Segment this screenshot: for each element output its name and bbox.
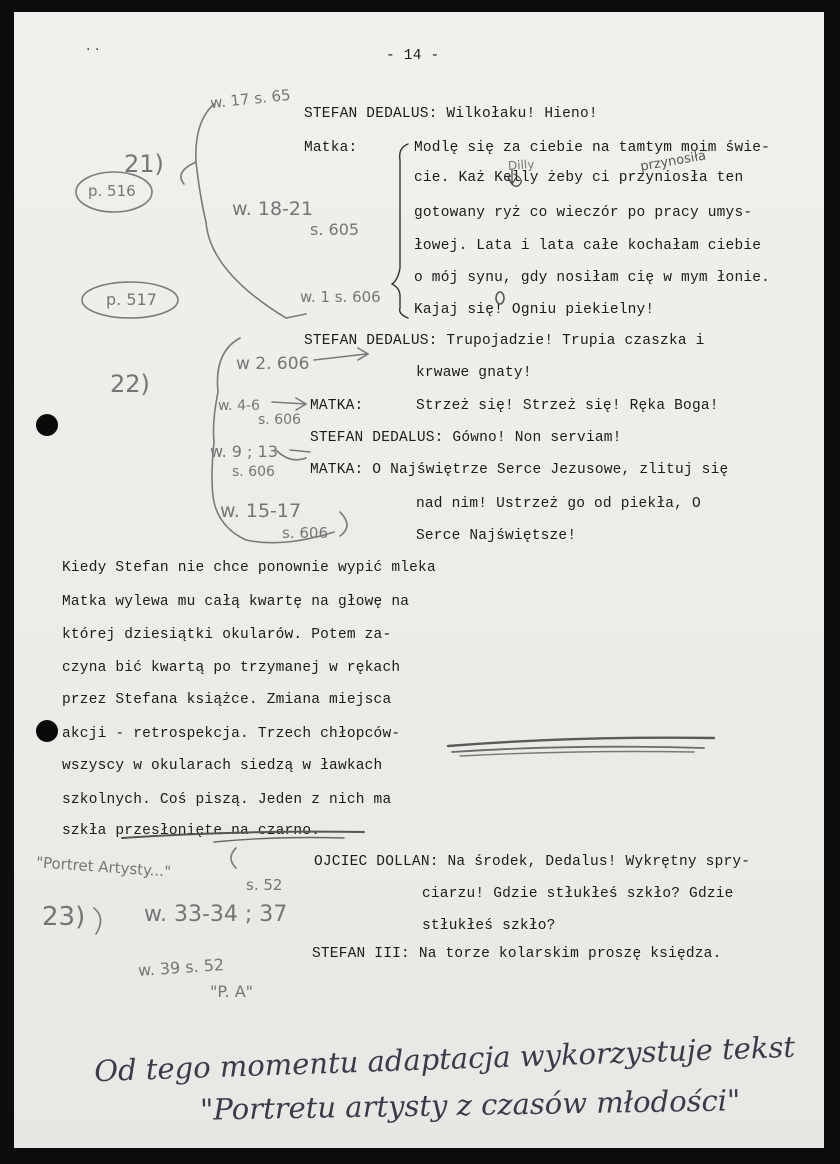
line-stefan-1: STEFAN DEDALUS: Wilkołaku! Hieno! bbox=[304, 106, 598, 122]
ink-note-line-1: Od tego momentu adaptacja wykorzystuje tekst bbox=[93, 1029, 796, 1089]
note-s606-b: s. 606 bbox=[232, 464, 275, 480]
note-s52-a: s. 52 bbox=[246, 876, 283, 894]
note-w1-s606: w. 1 s. 606 bbox=[300, 288, 381, 306]
matka-line-1: Modlę się za ciebie na tamtym moim świe- bbox=[414, 140, 771, 156]
note-w33-34: w. 33-34 ; 37 bbox=[144, 902, 288, 927]
matka-line-6: Kajaj się! Ogniu piekielny! bbox=[414, 302, 655, 318]
line-matka-3c: Serce Najświętsze! bbox=[416, 528, 577, 544]
note-pa: "P. A" bbox=[210, 982, 253, 1001]
note-w39: w. 39 s. 52 bbox=[137, 955, 225, 980]
ink-note-line-2: "Portretu artysty z czasów młodości" bbox=[199, 1083, 741, 1127]
specks: · · bbox=[86, 42, 100, 58]
matka-line-4: łowej. Lata i lata całe kochałam ciebie bbox=[414, 238, 762, 254]
line-dollan-a: OJCIEC DOLLAN: Na środek, Dedalus! Wykrętny spry- bbox=[314, 854, 751, 870]
line-matka-3a: MATKA: O Najświętrze Serce Jezusowe, zlituj się bbox=[310, 462, 729, 478]
note-przynosila: przynosiła bbox=[639, 148, 708, 175]
matka-line-3: gotowany ryż co wieczór po pracy umys- bbox=[414, 205, 753, 221]
note-w15-17: w. 15-17 bbox=[220, 500, 302, 522]
matka-line-2: cie. Każ Kelly żeby ci przyniosła ten bbox=[414, 170, 744, 186]
line-dollan-c: stłukłeś szkło? bbox=[422, 918, 556, 934]
stage-line-1: Kiedy Stefan nie chce ponownie wypić mleka bbox=[62, 560, 436, 576]
stage-line-8: szkolnych. Coś piszą. Jeden z nich ma bbox=[62, 792, 392, 808]
matka-line-5: o mój synu, gdy nosiłam cię w mym łonie. bbox=[414, 270, 771, 286]
line-stefan-iii: STEFAN III: Na torze kolarskim proszę księdza. bbox=[312, 946, 722, 962]
matka-strzez: Strzeż się! Strzeż się! Ręka Boga! bbox=[416, 398, 719, 414]
note-21: 21) bbox=[124, 150, 164, 178]
note-w17: w. 17 s. 65 bbox=[209, 85, 292, 113]
line-stefan-3: STEFAN DEDALUS: Gówno! Non serviam! bbox=[310, 430, 622, 446]
note-w2-606: w 2. 606 bbox=[236, 354, 310, 374]
stage-line-2: Matka wylewa mu całą kwartę na głowę na bbox=[62, 594, 410, 610]
note-p517: p. 517 bbox=[106, 290, 157, 309]
note-s606-a: s. 606 bbox=[258, 412, 301, 428]
note-p516: p. 516 bbox=[88, 182, 136, 200]
speaker-matka-2: MATKA: bbox=[310, 398, 364, 414]
note-22: 22) bbox=[110, 370, 150, 398]
note-w1821: w. 18-21 bbox=[232, 198, 314, 220]
note-s605: s. 605 bbox=[310, 220, 360, 239]
page-number: - 14 - bbox=[386, 48, 440, 64]
stage-line-4: czyna bić kwartą po trzymanej w rękach bbox=[62, 660, 401, 676]
line-dollan-b: ciarzu! Gdzie stłukłeś szkło? Gdzie bbox=[422, 886, 734, 902]
note-23: 23) bbox=[42, 902, 86, 932]
line-matka-3b: nad nim! Ustrzeż go od piekła, O bbox=[416, 496, 701, 512]
note-w9-13: w. 9 ; 13 bbox=[210, 442, 278, 461]
line-stefan-2a: STEFAN DEDALUS: Trupojadzie! Trupia czaszka i bbox=[304, 333, 705, 349]
stage-line-9: szkła przesłonięte na czarno. bbox=[62, 823, 321, 839]
note-w4-6: w. 4-6 bbox=[218, 398, 260, 414]
pencil-marks bbox=[14, 12, 824, 1148]
stage-line-5: przez Stefana książce. Zmiana miejsca bbox=[62, 692, 392, 708]
speaker-matka-1: Matka: bbox=[304, 140, 358, 156]
note-portret: "Portret Artysty..." bbox=[35, 853, 172, 881]
note-s606-c: s. 606 bbox=[282, 524, 328, 542]
note-dilly: Dilly bbox=[507, 157, 535, 173]
stage-line-3: której dziesiątki okularów. Potem za- bbox=[62, 627, 392, 643]
document-page bbox=[14, 12, 824, 1148]
stage-line-6: akcji - retrospekcja. Trzech chłopców- bbox=[62, 726, 401, 742]
stage-line-7: wszyscy w okularach siedzą w ławkach bbox=[62, 758, 383, 774]
line-stefan-2b: krwawe gnaty! bbox=[416, 365, 532, 381]
